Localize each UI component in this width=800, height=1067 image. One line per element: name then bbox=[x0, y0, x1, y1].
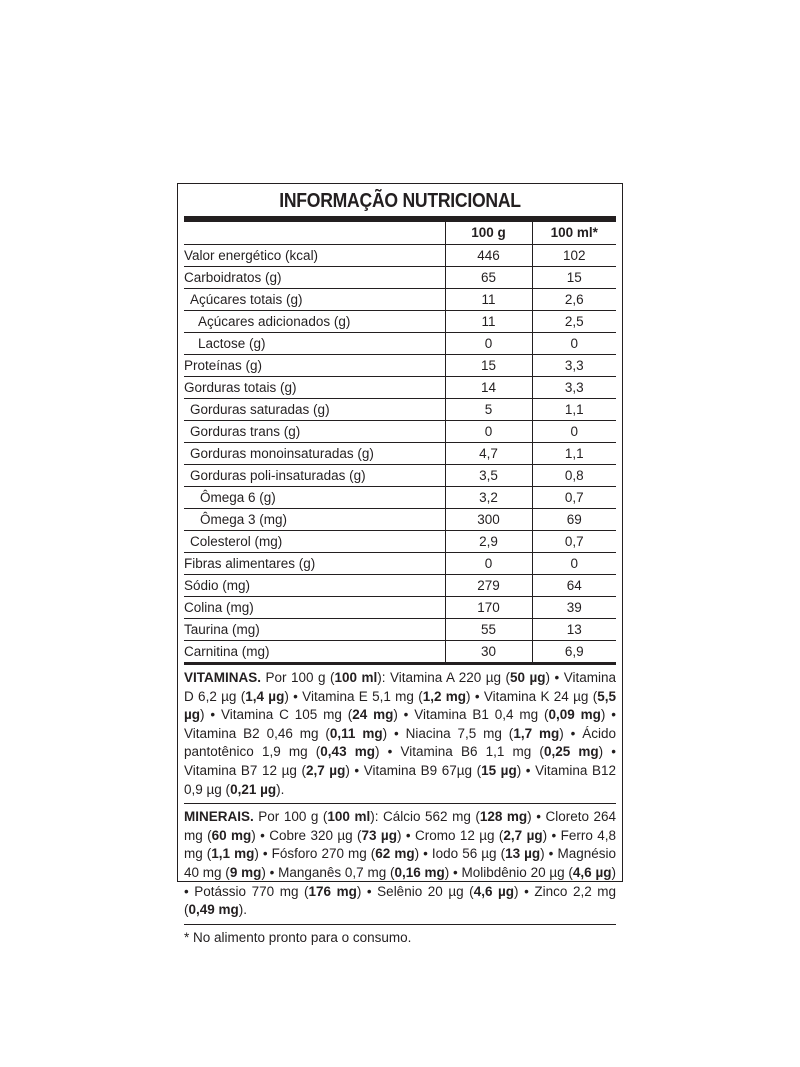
nutrient-name: Gorduras monoinsaturadas (g) bbox=[184, 443, 445, 465]
value-per-100g: 170 bbox=[445, 597, 532, 619]
header-empty bbox=[184, 222, 445, 245]
text-segment: ) • Selênio 20 µg ( bbox=[356, 883, 474, 899]
bold-value: 0,21 µg bbox=[230, 781, 277, 797]
value-per-100ml: 13 bbox=[532, 619, 616, 641]
text-segment: ) • Ferro 4,8 mg ( bbox=[184, 827, 617, 862]
value-per-100ml: 0,7 bbox=[532, 487, 616, 509]
value-per-100ml: 1,1 bbox=[532, 443, 616, 465]
value-per-100g: 30 bbox=[445, 641, 532, 663]
text-segment: ) • Manganês 0,7 mg ( bbox=[261, 864, 395, 880]
text-segment: ). bbox=[238, 902, 248, 918]
value-per-100ml: 3,3 bbox=[532, 355, 616, 377]
table-row bbox=[184, 531, 616, 553]
nutrient-name: Colesterol (mg) bbox=[184, 531, 445, 553]
bold-value: 0,25 mg bbox=[543, 744, 599, 760]
nutrient-name: Proteínas (g) bbox=[184, 355, 445, 377]
table-row bbox=[184, 421, 616, 443]
bold-value: 62 mg bbox=[375, 846, 415, 862]
nutrient-name: Ômega 6 (g) bbox=[184, 487, 445, 509]
bold-value: 4,6 µg bbox=[473, 883, 515, 899]
value-per-100g: 446 bbox=[445, 245, 532, 267]
nutrient-name: Valor energético (kcal) bbox=[184, 245, 445, 267]
bold-value: 176 mg bbox=[308, 883, 357, 899]
text-segment: ) • Vitamina C 105 mg ( bbox=[200, 707, 353, 723]
label-title: INFORMAÇÃO NUTRICIONAL bbox=[279, 190, 521, 212]
value-per-100g: 14 bbox=[445, 377, 532, 399]
bold-value: 1,2 mg bbox=[422, 688, 467, 704]
nutrient-name: Gorduras poli-insaturadas (g) bbox=[184, 465, 445, 487]
text-segment: ) • Fósforo 270 mg ( bbox=[254, 846, 376, 862]
nutrient-name: Sódio (mg) bbox=[184, 575, 445, 597]
minerals-heading: MINERAIS. bbox=[184, 809, 254, 825]
bold-value: 100 ml bbox=[334, 670, 378, 685]
value-per-100ml: 2,5 bbox=[532, 311, 616, 333]
bold-value: 1,1 mg bbox=[211, 846, 255, 862]
value-per-100g: 15 bbox=[445, 355, 532, 377]
text-segment: ) • Cromo 12 µg ( bbox=[396, 827, 504, 843]
table-row bbox=[184, 619, 616, 641]
value-per-100g: 279 bbox=[445, 575, 532, 597]
value-per-100ml: 6,9 bbox=[532, 641, 616, 663]
value-per-100ml: 69 bbox=[532, 509, 616, 531]
text-segment: ) • Ácido pantotênico 1,9 mg ( bbox=[184, 725, 617, 760]
table-row bbox=[184, 355, 616, 377]
bold-value: 24 mg bbox=[352, 707, 394, 723]
text-segment: ) • Cloreto 264 mg ( bbox=[184, 809, 617, 843]
bold-value: 5,5 µg bbox=[184, 688, 616, 723]
nutrition-facts-label bbox=[177, 183, 623, 945]
text-segment: ) • Cobre 320 µg ( bbox=[251, 827, 362, 843]
bold-value: 4,6 µg bbox=[572, 864, 612, 880]
value-per-100ml: 39 bbox=[532, 597, 616, 619]
nutrient-name: Gorduras totais (g) bbox=[184, 377, 445, 399]
value-per-100ml: 0 bbox=[532, 553, 616, 575]
nutrient-name: Carboidratos (g) bbox=[184, 267, 445, 289]
bold-value: 0,43 mg bbox=[320, 744, 375, 760]
nutrient-name: Ômega 3 (mg) bbox=[184, 509, 445, 531]
value-per-100g: 2,9 bbox=[445, 531, 532, 553]
table-row bbox=[184, 377, 616, 399]
table-row bbox=[184, 553, 616, 575]
header-100ml: 100 ml* bbox=[532, 222, 616, 245]
bold-value: 1,4 µg bbox=[245, 688, 285, 704]
value-per-100ml: 1,1 bbox=[532, 399, 616, 421]
table-row bbox=[184, 267, 616, 289]
value-per-100ml: 15 bbox=[532, 267, 616, 289]
nutrient-name: Colina (mg) bbox=[184, 597, 445, 619]
value-per-100ml: 0 bbox=[532, 421, 616, 443]
bold-value: 0,11 mg bbox=[329, 725, 383, 741]
nutrient-name: Taurina (mg) bbox=[184, 619, 445, 641]
nutrition-table bbox=[184, 222, 616, 662]
value-per-100ml: 0,8 bbox=[532, 465, 616, 487]
text-segment: ) • Niacina 7,5 mg ( bbox=[382, 725, 514, 741]
table-row bbox=[184, 641, 616, 663]
text-segment: ) • Vitamina K 24 µg ( bbox=[466, 688, 598, 704]
value-per-100ml: 0 bbox=[532, 333, 616, 355]
value-per-100ml: 2,6 bbox=[532, 289, 616, 311]
value-per-100g: 3,5 bbox=[445, 465, 532, 487]
bold-value: 13 µg bbox=[505, 846, 541, 862]
table-row bbox=[184, 443, 616, 465]
text-segment: ) • Iodo 56 µg ( bbox=[414, 846, 506, 862]
bold-value: 2,7 µg bbox=[503, 827, 543, 843]
text-segment: ) • Potássio 770 mg ( bbox=[184, 864, 616, 899]
minerals-paragraph bbox=[184, 804, 616, 924]
value-per-100g: 65 bbox=[445, 267, 532, 289]
table-row bbox=[184, 597, 616, 619]
nutrient-name: Fibras alimentares (g) bbox=[184, 553, 445, 575]
table-row bbox=[184, 399, 616, 421]
value-per-100ml: 0,7 bbox=[532, 531, 616, 553]
nutrient-name: Gorduras saturadas (g) bbox=[184, 399, 445, 421]
nutrient-name: Gorduras trans (g) bbox=[184, 421, 445, 443]
nutrient-name: Lactose (g) bbox=[184, 333, 445, 355]
table-row bbox=[184, 245, 616, 267]
text-segment: ): Vitamina A 220 µg ( bbox=[377, 670, 510, 685]
footnote: * No alimento pronto para o consumo. bbox=[184, 929, 412, 945]
text-segment: ) • Vitamina B12 0,9 µg ( bbox=[184, 762, 617, 797]
value-per-100g: 0 bbox=[445, 421, 532, 443]
bold-value: 2,7 µg bbox=[305, 762, 346, 778]
table-row bbox=[184, 311, 616, 333]
bold-value: 50 µg bbox=[510, 670, 546, 685]
bold-value: 0,09 mg bbox=[548, 707, 601, 723]
value-per-100g: 4,7 bbox=[445, 443, 532, 465]
text-segment: ) • Vitamina D 6,2 µg ( bbox=[184, 670, 616, 704]
bold-value: 60 mg bbox=[211, 827, 252, 843]
value-per-100g: 55 bbox=[445, 619, 532, 641]
nutrient-name: Açúcares adicionados (g) bbox=[184, 311, 445, 333]
table-row bbox=[184, 487, 616, 509]
text-segment: ) • Vitamina B9 67µg ( bbox=[345, 762, 482, 778]
bold-value: 100 ml bbox=[327, 809, 371, 825]
bold-value: 0,16 mg bbox=[394, 864, 445, 880]
value-per-100ml: 102 bbox=[532, 245, 616, 267]
value-per-100g: 3,2 bbox=[445, 487, 532, 509]
text-segment: ) • Magnésio 40 mg ( bbox=[184, 846, 616, 880]
text-segment: Por 100 g ( bbox=[253, 809, 328, 825]
table-row bbox=[184, 333, 616, 355]
table-row bbox=[184, 465, 616, 487]
text-segment: ) • Molibdênio 20 µg ( bbox=[444, 864, 573, 880]
text-segment: ): Cálcio 562 mg ( bbox=[370, 809, 480, 825]
bold-value: 1,7 mg bbox=[513, 725, 560, 741]
text-segment: Por 100 g ( bbox=[261, 670, 335, 685]
value-per-100g: 11 bbox=[445, 311, 532, 333]
bold-value: 15 µg bbox=[481, 762, 517, 778]
text-segment: ) • Zinco 2,2 mg ( bbox=[184, 883, 617, 918]
vitamins-paragraph bbox=[184, 665, 616, 803]
bold-value: 9 mg bbox=[229, 864, 262, 880]
value-per-100ml: 64 bbox=[532, 575, 616, 597]
text-segment: ) • Vitamina B2 0,46 mg ( bbox=[184, 707, 616, 741]
value-per-100g: 0 bbox=[445, 553, 532, 575]
value-per-100g: 5 bbox=[445, 399, 532, 421]
bold-value: 128 mg bbox=[479, 809, 528, 825]
text-segment: ) • Vitamina E 5,1 mg ( bbox=[284, 688, 423, 704]
nutrient-name: Açúcares totais (g) bbox=[184, 289, 445, 311]
table-row bbox=[184, 509, 616, 531]
value-per-100ml: 3,3 bbox=[532, 377, 616, 399]
value-per-100g: 300 bbox=[445, 509, 532, 531]
bold-value: 73 µg bbox=[361, 827, 397, 843]
text-segment: ) • Vitamina B1 0,4 mg ( bbox=[393, 707, 549, 723]
value-per-100g: 11 bbox=[445, 289, 532, 311]
vitamins-heading: VITAMINAS. bbox=[184, 670, 261, 685]
text-segment: ). bbox=[276, 781, 285, 797]
bold-value: 0,49 mg bbox=[188, 902, 239, 918]
nutrient-name: Carnitina (mg) bbox=[184, 644, 270, 659]
table-header-row bbox=[184, 222, 616, 245]
table-row bbox=[184, 575, 616, 597]
header-100g: 100 g bbox=[445, 222, 532, 245]
value-per-100g: 0 bbox=[445, 333, 532, 355]
text-segment: ) • Vitamina B7 12 µg ( bbox=[184, 744, 616, 778]
table-row bbox=[184, 289, 616, 311]
text-segment: ) • Vitamina B6 1,1 mg ( bbox=[374, 744, 544, 760]
